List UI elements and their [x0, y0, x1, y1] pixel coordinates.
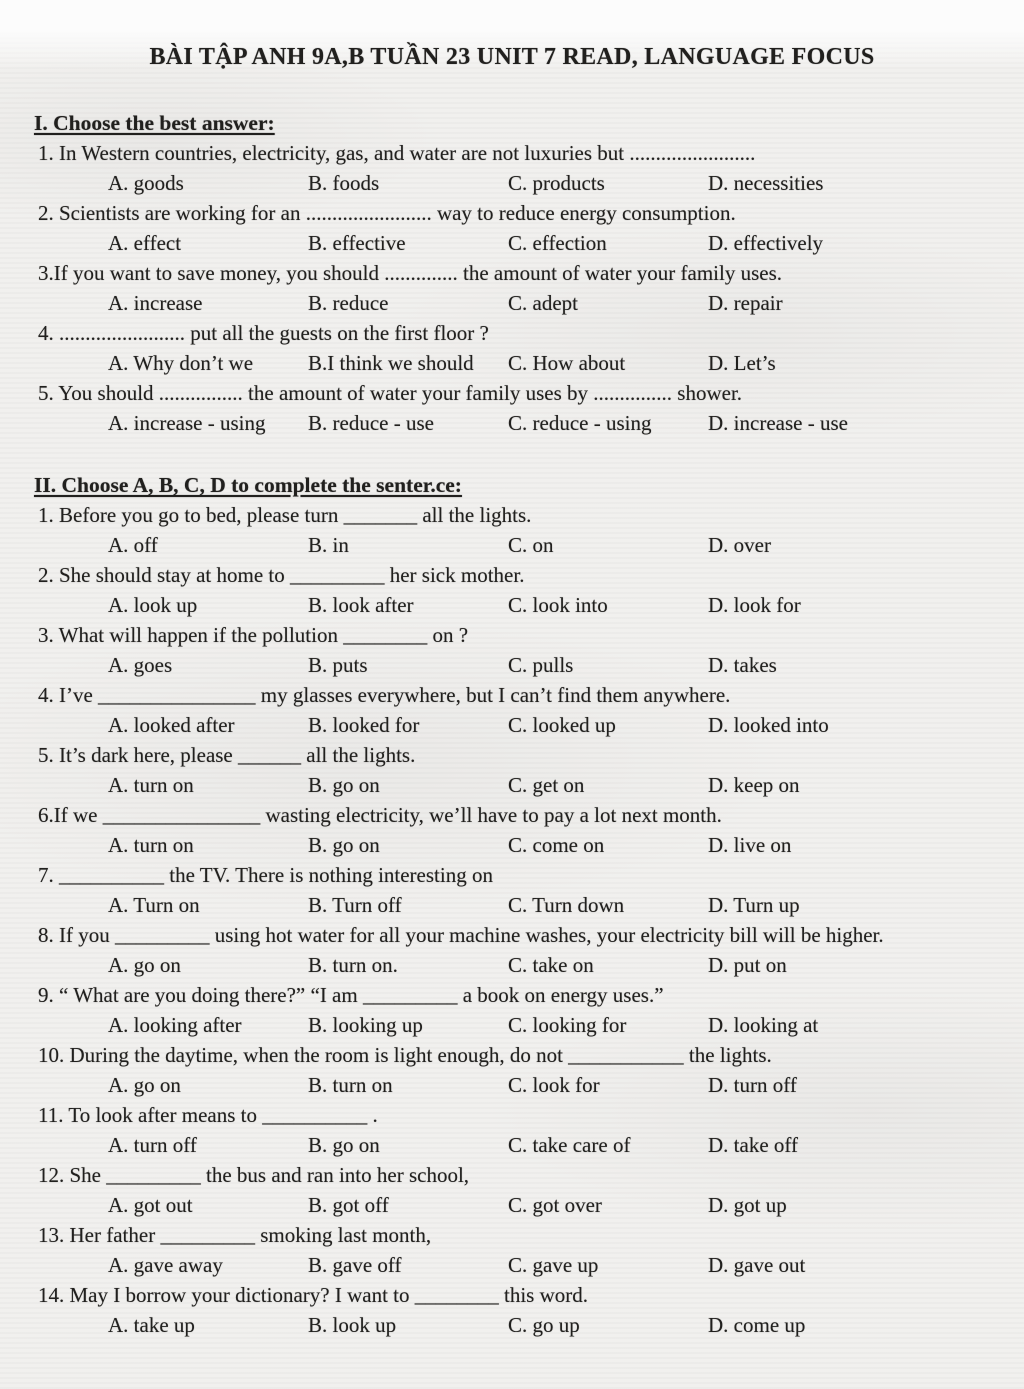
- options-row: [108, 830, 1018, 860]
- question-text: 3.If you want to save money, you should .............. the amount of water your family uses.: [38, 261, 783, 285]
- option-a: A. looked after: [108, 713, 235, 737]
- option-a: A. effect: [108, 231, 182, 255]
- question-block: [0, 138, 1024, 198]
- option-b: B. turn on.: [308, 953, 398, 977]
- option-d: D. keep on: [708, 773, 800, 797]
- question-text: 6.If we _______________ wasting electricity, we’ll have to pay a lot next month.: [38, 803, 722, 827]
- option-c: C. take care of: [508, 1133, 631, 1157]
- option-b: B. turn on: [308, 1073, 393, 1097]
- option-b: B. Turn off: [308, 893, 402, 917]
- option-b: B. puts: [308, 653, 368, 677]
- options-row: [108, 408, 1018, 438]
- option-d: D. Let’s: [708, 351, 776, 375]
- option-b: B. go on: [308, 833, 380, 857]
- option-c: C. on: [508, 533, 554, 557]
- option-d: D. over: [708, 533, 771, 557]
- option-a: A. increase: [108, 291, 203, 315]
- options-row: [108, 650, 1018, 680]
- options-row: [108, 530, 1018, 560]
- question-block: [0, 740, 1024, 800]
- question-text: 3. What will happen if the pollution ________ on ?: [38, 623, 469, 647]
- question-block: [0, 980, 1024, 1040]
- option-d: D. necessities: [708, 171, 824, 195]
- question-text: 12. She _________ the bus and ran into her school,: [38, 1163, 470, 1187]
- options-row: [108, 710, 1018, 740]
- question-text: 11. To look after means to __________ .: [38, 1103, 378, 1127]
- option-d: D. turn off: [708, 1073, 797, 1097]
- options-row: [108, 168, 1018, 198]
- question-block: [0, 500, 1024, 560]
- option-a: A. increase - using: [108, 411, 266, 435]
- question-block: [0, 560, 1024, 620]
- question-text: 13. Her father _________ smoking last month,: [38, 1223, 432, 1247]
- option-b: B. foods: [308, 171, 380, 195]
- option-a: A. turn off: [108, 1133, 197, 1157]
- option-d: D. looked into: [708, 713, 829, 737]
- options-row: [108, 1010, 1018, 1040]
- question-block: [0, 1220, 1024, 1280]
- option-d: D. live on: [708, 833, 792, 857]
- page-title: BÀI TẬP ANH 9A,B TUẦN 23 UNIT 7 READ, LANGUAGE FOCUS: [149, 44, 875, 70]
- option-c: C. looking for: [508, 1013, 627, 1037]
- options-row: [108, 1070, 1018, 1100]
- question-text: 5. It’s dark here, please ______ all the lights.: [38, 743, 416, 767]
- option-c: C. go up: [508, 1313, 580, 1337]
- options-row: [108, 1130, 1018, 1160]
- option-d: D. put on: [708, 953, 787, 977]
- question-block: [0, 198, 1024, 258]
- option-b: B.I think we should: [308, 351, 474, 375]
- option-b: B. gave off: [308, 1253, 402, 1277]
- options-row: [108, 348, 1018, 378]
- option-d: D. increase - use: [708, 411, 848, 435]
- option-c: C. come on: [508, 833, 605, 857]
- options-row: [108, 770, 1018, 800]
- option-a: A. turn on: [108, 833, 194, 857]
- option-c: C. Turn down: [508, 893, 625, 917]
- option-a: A. take up: [108, 1313, 195, 1337]
- options-row: [108, 288, 1018, 318]
- option-b: B. reduce: [308, 291, 389, 315]
- option-c: C. How about: [508, 351, 626, 375]
- option-c: C. looked up: [508, 713, 616, 737]
- section-heading: I. Choose the best answer:: [34, 111, 275, 135]
- question-block: [0, 318, 1024, 378]
- option-a: A. got out: [108, 1193, 193, 1217]
- option-c: C. effection: [508, 231, 607, 255]
- option-b: B. looking up: [308, 1013, 423, 1037]
- option-d: D. takes: [708, 653, 777, 677]
- option-d: D. gave out: [708, 1253, 806, 1277]
- question-text: 1. Before you go to bed, please turn _______ all the lights.: [38, 503, 532, 527]
- question-block: [0, 1280, 1024, 1340]
- question-text: 4. I’ve _______________ my glasses everywhere, but I can’t find them anywhere.: [38, 683, 731, 707]
- question-block: [0, 920, 1024, 980]
- question-list: [0, 138, 1024, 438]
- question-text: 5. You should ................ the amount of water your family uses by ............... shower.: [38, 381, 743, 405]
- question-text: 14. May I borrow your dictionary? I want to ________ this word.: [38, 1283, 588, 1307]
- option-b: B. go on: [308, 1133, 380, 1157]
- question-block: [0, 1160, 1024, 1220]
- option-a: A. Why don’t we: [108, 351, 254, 375]
- option-a: A. go on: [108, 953, 181, 977]
- option-d: D. look for: [708, 593, 801, 617]
- option-a: A. gave away: [108, 1253, 223, 1277]
- option-c: C. got over: [508, 1193, 602, 1217]
- option-b: B. got off: [308, 1193, 389, 1217]
- option-d: D. got up: [708, 1193, 787, 1217]
- question-block: [0, 860, 1024, 920]
- option-d: D. effectively: [708, 231, 824, 255]
- options-row: [108, 590, 1018, 620]
- option-a: A. Turn on: [108, 893, 200, 917]
- option-d: D. come up: [708, 1313, 806, 1337]
- options-row: [108, 1250, 1018, 1280]
- question-text: 1. In Western countries, electricity, gas, and water are not luxuries but ........................: [38, 141, 756, 165]
- option-b: B. in: [308, 533, 349, 557]
- option-d: D. Turn up: [708, 893, 800, 917]
- section-heading: II. Choose A, B, C, D to complete the senter.ce:: [34, 473, 462, 497]
- question-text: 4. ........................ put all the guests on the first floor ?: [38, 321, 489, 345]
- option-a: A. look up: [108, 593, 198, 617]
- option-c: C. look for: [508, 1073, 600, 1097]
- option-c: C. look into: [508, 593, 608, 617]
- question-block: [0, 800, 1024, 860]
- option-c: C. get on: [508, 773, 585, 797]
- option-b: B. look after: [308, 593, 414, 617]
- option-d: D. repair: [708, 291, 783, 315]
- option-c: C. adept: [508, 291, 578, 315]
- option-c: C. take on: [508, 953, 594, 977]
- question-block: [0, 258, 1024, 318]
- option-b: B. looked for: [308, 713, 420, 737]
- question-block: [0, 620, 1024, 680]
- worksheet-section: [0, 470, 1024, 1340]
- question-text: 10. During the daytime, when the room is light enough, do not ___________ the lights.: [38, 1043, 772, 1067]
- option-c: C. gave up: [508, 1253, 599, 1277]
- question-list: [0, 500, 1024, 1340]
- option-a: A. goes: [108, 653, 173, 677]
- option-d: D. take off: [708, 1133, 798, 1157]
- options-row: [108, 228, 1018, 258]
- option-a: A. turn on: [108, 773, 194, 797]
- options-row: [108, 950, 1018, 980]
- option-b: B. reduce - use: [308, 411, 434, 435]
- option-a: A. go on: [108, 1073, 181, 1097]
- option-c: C. products: [508, 171, 605, 195]
- worksheet-section: [0, 108, 1024, 438]
- options-row: [108, 1190, 1018, 1220]
- question-block: [0, 680, 1024, 740]
- option-a: A. looking after: [108, 1013, 242, 1037]
- option-b: B. look up: [308, 1313, 397, 1337]
- option-c: C. reduce - using: [508, 411, 652, 435]
- question-text: 2. She should stay at home to _________ her sick mother.: [38, 563, 525, 587]
- option-b: B. go on: [308, 773, 380, 797]
- question-block: [0, 1040, 1024, 1100]
- option-a: A. goods: [108, 171, 184, 195]
- option-c: C. pulls: [508, 653, 574, 677]
- question-block: [0, 378, 1024, 438]
- option-d: D. looking at: [708, 1013, 819, 1037]
- question-text: 7. __________ the TV. There is nothing interesting on: [38, 863, 493, 887]
- options-row: [108, 890, 1018, 920]
- question-text: 9. “ What are you doing there?” “I am _________ a book on energy uses.”: [38, 983, 664, 1007]
- question-block: [0, 1100, 1024, 1160]
- option-a: A. off: [108, 533, 158, 557]
- options-row: [108, 1310, 1018, 1340]
- option-b: B. effective: [308, 231, 406, 255]
- sections-container: [0, 108, 1024, 1340]
- question-text: 8. If you _________ using hot water for all your machine washes, your electricity bill will be higher.: [38, 923, 884, 947]
- question-text: 2. Scientists are working for an ........................ way to reduce energy consumption.: [38, 201, 736, 225]
